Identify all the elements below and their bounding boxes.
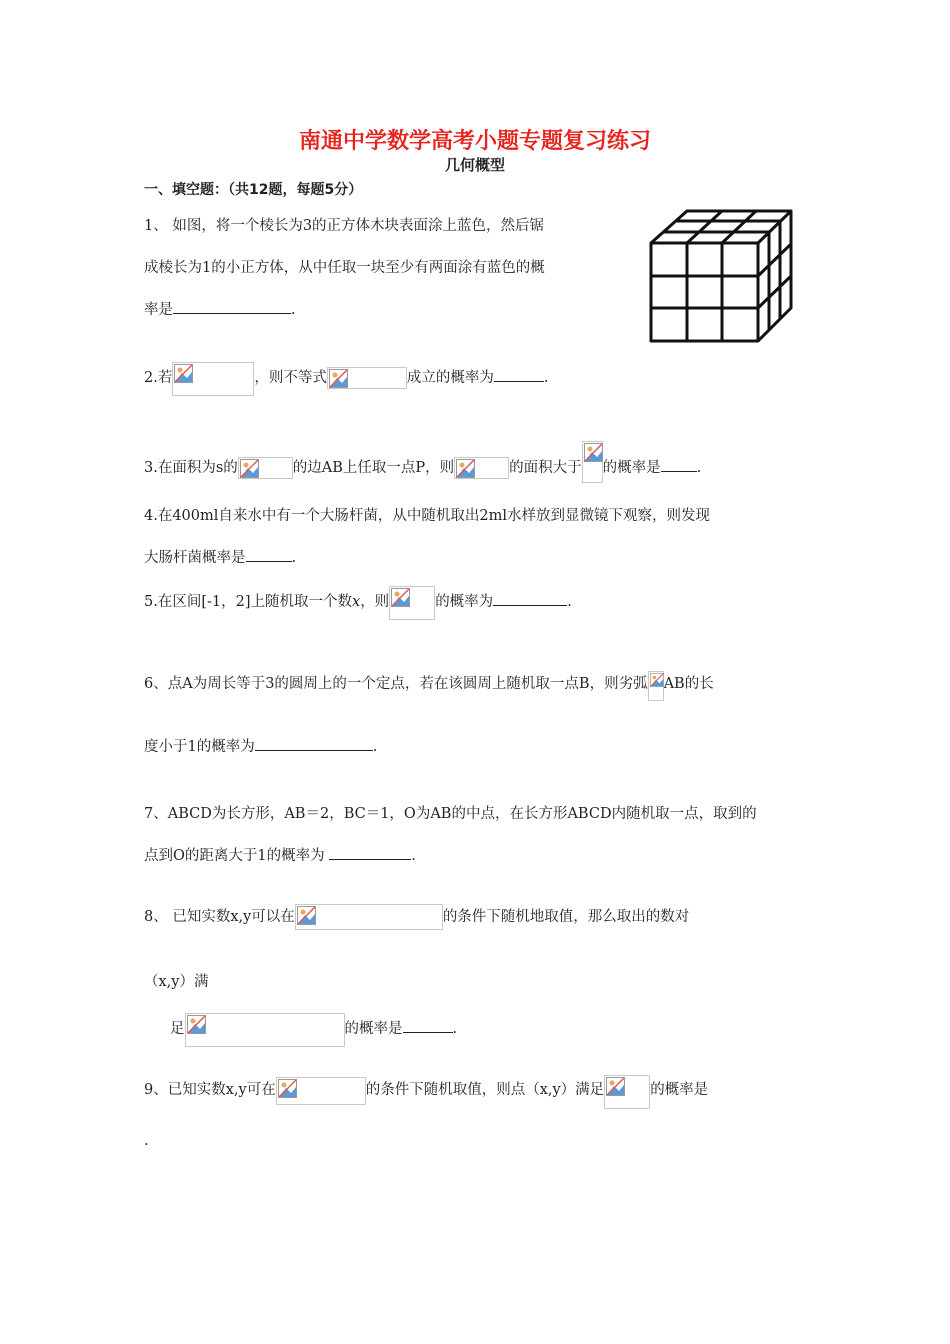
question-6-text-a: 6、点A为周长等于3的圆周上的一个定点，若在该圆周上随机取一点B，则劣弧 — [144, 676, 648, 692]
question-5-text-a: 5.在区间[-1，2]上随机取一个数 — [144, 594, 352, 610]
formula-image — [604, 1075, 650, 1109]
answer-blank — [173, 299, 291, 314]
question-7-text: 点到O的距离大于1的概率为 — [144, 848, 330, 864]
broken-image-icon — [606, 1077, 625, 1096]
question-3-text-d: 的概率是 — [602, 460, 661, 476]
broken-image-icon — [240, 459, 259, 478]
section-heading: 一、填空题：（共12题，每题5分） — [144, 182, 363, 198]
answer-blank — [494, 367, 544, 382]
formula-image — [238, 457, 293, 479]
question-4-period: . — [291, 550, 297, 566]
formula-image — [295, 904, 443, 930]
formula-image — [276, 1077, 366, 1105]
question-9-line-1 — [144, 1071, 708, 1109]
question-8-line-3 — [170, 1011, 457, 1047]
question-4-line-2 — [144, 546, 296, 567]
question-2-text-a: 2.若 — [144, 370, 173, 386]
broken-image-icon — [391, 588, 410, 607]
broken-image-icon — [584, 443, 603, 462]
question-7-period: . — [411, 848, 416, 864]
page-subtitle: 几何概型 — [444, 156, 505, 174]
question-2-text-b: ，则不等式 — [254, 370, 327, 386]
question-8-line-2: （x,y）满 — [144, 974, 209, 990]
question-6-text-b: AB的长 — [663, 676, 714, 692]
question-1-line-1: 1、 如图，将一个棱长为3的正方体木块表面涂上蓝色，然后锯 — [144, 218, 545, 234]
question-9-text-a: 9、已知实数x,y可在 — [144, 1082, 276, 1098]
question-5 — [144, 584, 572, 620]
answer-blank — [246, 547, 292, 562]
question-9-line-2: . — [144, 1133, 149, 1149]
question-5-text-b: ，则 — [360, 594, 390, 610]
answer-blank — [329, 845, 411, 860]
question-1-line-3 — [144, 298, 296, 319]
broken-image-icon — [278, 1079, 297, 1098]
broken-image-icon — [456, 459, 475, 478]
question-6-period: . — [372, 739, 378, 755]
cube-figure — [648, 208, 794, 344]
page-title: 南通中学数学高考小题专题复习练习 — [298, 129, 651, 154]
broken-image-icon — [297, 906, 316, 925]
question-3-period: . — [696, 460, 702, 476]
question-8-period: . — [452, 1021, 458, 1037]
question-6-line-2 — [144, 735, 377, 756]
broken-image-icon — [329, 369, 348, 388]
question-3-text-b: 的边AB上任取一点P，则 — [292, 460, 455, 476]
answer-blank — [493, 591, 567, 606]
question-7-line-1: 7、ABCD为长方形，AB＝2，BC＝1，O为AB的中点，在长方形ABCD内随机取一点，取到的 — [144, 806, 757, 822]
question-1-line-2: 成棱长为1的小正方体，从中任取一块至少有两面涂有蓝色的概 — [144, 260, 545, 276]
question-8-text-b: 的条件下随机地取值，那么取出的数对 — [442, 909, 690, 925]
formula-image — [327, 367, 407, 389]
broken-image-icon — [174, 364, 193, 383]
question-5-text-c: 的概率为 — [435, 594, 494, 610]
question-7-line-2 — [144, 844, 416, 865]
question-3-text-c: 的面积大于 — [509, 460, 582, 476]
broken-image-icon — [650, 673, 664, 687]
variable-x: x — [352, 594, 361, 610]
question-8-text-a: 8、 已知实数x,y可以在 — [144, 909, 295, 925]
question-8-text-c: 足 — [170, 1021, 185, 1037]
question-2-period: . — [543, 370, 549, 386]
question-1-text: 率是 — [144, 302, 173, 318]
answer-blank — [255, 736, 373, 751]
question-8-line-1 — [144, 904, 689, 930]
answer-blank — [661, 457, 697, 472]
formula-image — [648, 671, 664, 701]
formula-image — [172, 362, 254, 396]
question-5-period: . — [567, 594, 572, 610]
question-4-text: 大肠杆菌概率是 — [144, 550, 246, 566]
question-4-line-1: 4.在400ml自来水中有一个大肠杆菌，从中随机取出2ml水样放到显微镜下观察，则发现 — [144, 508, 711, 524]
question-8-text-d: 的概率是 — [344, 1021, 403, 1037]
question-6-text-c: 度小于1的概率为 — [144, 739, 255, 755]
question-3 — [144, 453, 701, 483]
question-9-text-c: 的概率是 — [650, 1082, 709, 1098]
formula-image — [582, 441, 603, 483]
question-9-text-b: 的条件下随机取值，则点（x,y）满足 — [365, 1082, 605, 1098]
broken-image-icon — [187, 1015, 206, 1034]
question-2-text-c: 成立的概率为 — [406, 370, 494, 386]
formula-image — [389, 586, 435, 620]
formula-image — [454, 457, 509, 479]
question-1-period: . — [291, 302, 296, 318]
formula-image — [185, 1013, 345, 1047]
question-6-line-1 — [144, 667, 714, 701]
question-3-text-a: 3.在面积为s的 — [144, 460, 238, 476]
question-2 — [144, 360, 548, 396]
answer-blank — [403, 1018, 453, 1033]
